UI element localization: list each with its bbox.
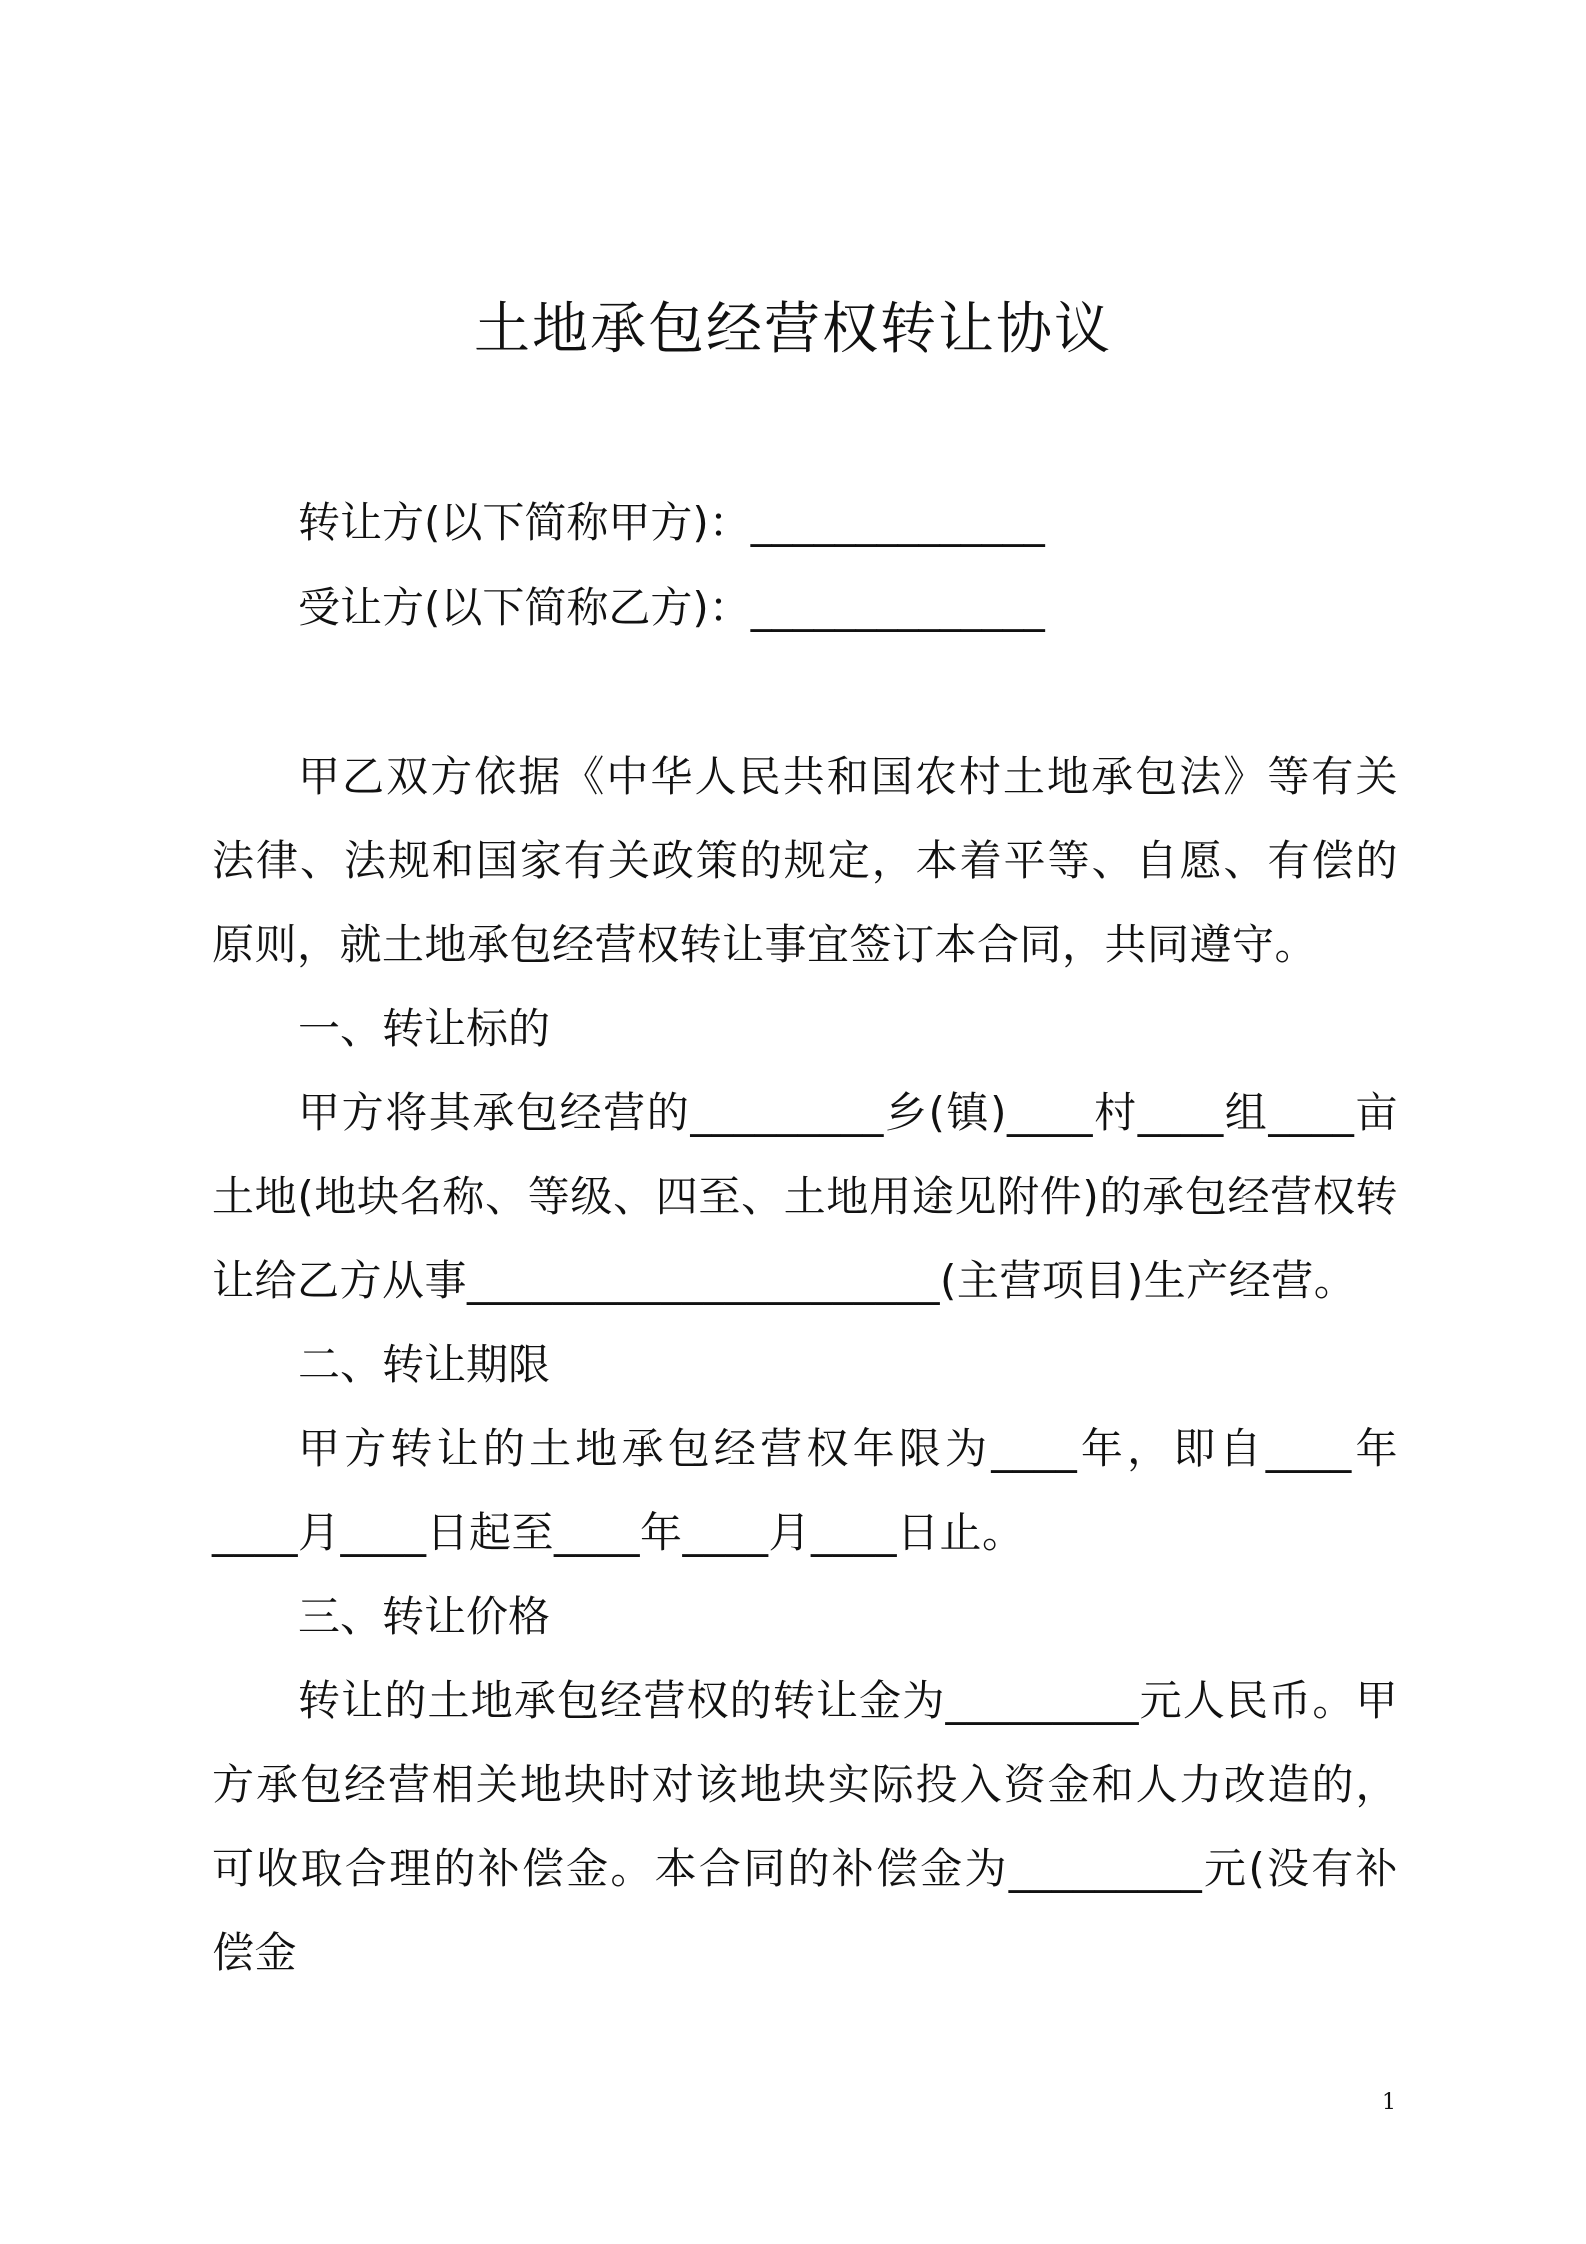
- party-b-line: 受让方(以下简称乙方)：______________: [298, 583, 1045, 632]
- document-title: 土地承包经营权转让协议: [474, 297, 1112, 362]
- document-body: [212, 735, 1398, 1995]
- section-2-text: 甲方转让的土地承包经营权年限为____年，即自____年____月____日起至____年____月____日止。: [212, 1424, 1398, 1557]
- section-2-heading: 二、转让期限: [298, 1340, 551, 1389]
- section-3-text: 转让的土地承包经营权的转让金为_________元人民币。甲方承包经营相关地块时对该地块实际投入资金和人力改造的，可收取合理的补偿金。本合同的补偿金为_________元(没有补偿金: [212, 1676, 1398, 1977]
- preamble-paragraph: 甲乙双方依据《中华人民共和国农村土地承包法》等有关法律、法规和国家有关政策的规定，本着平等、自愿、有偿的原则，就土地承包经营权转让事宜签订本合同，共同遵守。: [212, 752, 1398, 969]
- party-a-line: 转让方(以下简称甲方)：______________: [298, 498, 1045, 547]
- section-1-heading: 一、转让标的: [298, 1004, 551, 1053]
- section-1-text: 甲方将其承包经营的_________乡(镇)____村____组____亩土地(地块名称、等级、四至、土地用途见附件)的承包经营权转让给乙方从事______________________(主营项目)生产经营。: [212, 1088, 1398, 1305]
- section-3-heading: 三、转让价格: [298, 1592, 551, 1641]
- page-number: 1: [1382, 2090, 1396, 2115]
